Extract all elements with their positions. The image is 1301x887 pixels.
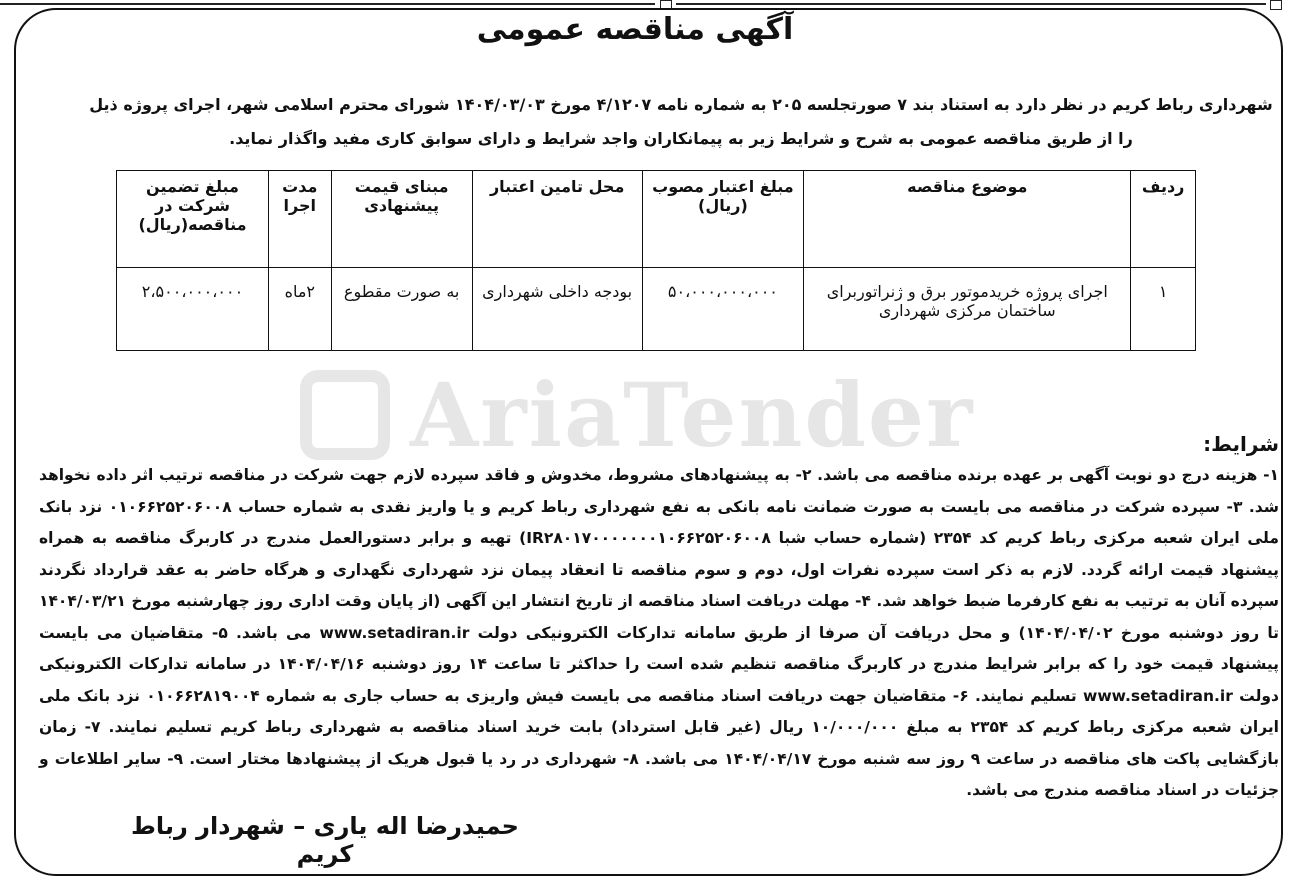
signature: حمیدرضا اله یاری – شهردار رباط کریم bbox=[131, 812, 519, 868]
tender-table bbox=[116, 170, 1196, 351]
header-row-number: ردیف bbox=[1131, 171, 1196, 268]
header-duration: مدت اجرا bbox=[269, 171, 332, 268]
notice-intro: شهرداری رباط کریم در نظر دارد به استناد بند ۷ صورتجلسه ۲۰۵ به شماره نامه ۴/۱۲۰۷ مورخ ۱۴۰۴/۰۳/۰۳ شورای محترم اسلامی شهر، اجرای پروژه ذیل را از طریق مناقصه عمومی به شرح و شرایط زیر به پیمانکاران واجد شرایط و دارای سوابق کاری مفید واگذار نماید. bbox=[89, 95, 1273, 148]
top-rule-right bbox=[676, 3, 1266, 5]
cell-duration: ۲ماه bbox=[269, 268, 332, 351]
conditions-heading: شرایط: bbox=[1203, 432, 1279, 456]
conditions-text: ۱- هزینه درج دو نوبت آگهی بر عهده برنده مناقصه می باشد. ۲- به پیشنهادهای مشروط، مخدوش و فاقد سپرده لازم جهت شرکت در مناقصه ترتیب اثر داده نخواهد شد. ۳- سپرده شرکت در مناقصه می بایست به صورت ضمانت نامه بانکی به نفع شهرداری رباط کریم و یا واریز نقدی به شماره حساب ۰۱۰۶۶۲۵۲۰۶۰۰۸ نزد بانک ملی ایران شعبه مرکزی رباط کریم کد ۲۳۵۴ (شماره حساب شبا IR۲۸۰۱۷۰۰۰۰۰۰۰۱۰۶۶۲۵۲۰۶۰۰۸) تهیه و برابر دستورالعمل مندرج در کاربرگ مناقصه به همراه پیشنهاد قیمت ارائه گردد. لازم به ذکر است سپرده نفرات اول، دوم و سوم مناقصه تا انعقاد پیمان نزد شهرداری نگهداری و هرگاه حاضر به عقد قرارداد نگردند سپرده آنان به ترتیب به نفع کارفرما ضبط خواهد شد. ۴- مهلت دریافت اسناد مناقصه از تاریخ انتشار این آگهی (از پایان وقت اداری روز چهارشنبه مورخ ۱۴۰۴/۰۳/۲۱ تا روز دوشنبه مورخ ۱۴۰۴/۰۴/۰۲) و محل دریافت آن صرفا از طریق سامانه تدارکات الکترونیکی دولت www.setadiran.ir می باشد. ۵- متقاضیان می بایست پیشنهاد قیمت خود را که برابر شرایط مندرج در کاربرگ مناقصه تنظیم شده است را حداکثر تا ساعت ۱۴ روز دوشنبه ۱۴۰۴/۰۴/۱۶ در سامانه تدارکات الکترونیکی دولت www.setadiran.ir تسلیم نمایند. ۶- متقاضیان جهت دریافت اسناد مناقصه می بایست فیش واریزی به حساب جاری به شماره ۰۱۰۶۶۲۸۱۹۰۰۴ نزد بانک ملی ایران شعبه مرکزی رباط کریم کد ۲۳۵۴ به مبلغ ۱۰/۰۰۰/۰۰۰ ریال (غیر قابل استرداد) بابت خرید اسناد مناقصه به شهرداری رباط کریم تسلیم نمایند. ۷- زمان بازگشایی پاکت های مناقصه در ساعت ۹ روز سه شنبه مورخ ۱۴۰۴/۰۴/۱۷ می باشد. ۸- شهرداری در رد یا قبول هریک از پیشنهادها مختار است. ۹- سایر اطلاعات و جزئیات در اسناد مناقصه مندرج می باشد. bbox=[39, 466, 1280, 799]
header-price-basis: مبنای قیمت پیشنهادی bbox=[331, 171, 472, 268]
header-subject: موضوع مناقصه bbox=[804, 171, 1131, 268]
cell-approved-budget: ۵۰،۰۰۰،۰۰۰،۰۰۰ bbox=[642, 268, 804, 351]
watermark-text: AriaTender bbox=[410, 363, 975, 467]
cell-subject: اجرای پروژه خریدموتور برق و ژنراتوربرای ساختمان مرکزی شهرداری bbox=[804, 268, 1131, 351]
top-rule-left bbox=[0, 3, 655, 5]
cell-funding-source: بودجه داخلی شهرداری bbox=[472, 268, 642, 351]
cell-row-number: ۱ bbox=[1131, 268, 1196, 351]
cell-guarantee: ۲،۵۰۰،۰۰۰،۰۰۰ bbox=[117, 268, 269, 351]
header-funding-source: محل تامین اعتبار bbox=[472, 171, 642, 268]
top-crop-mark-right bbox=[1270, 0, 1282, 10]
table-row bbox=[117, 268, 1196, 351]
table-header-row bbox=[117, 171, 1196, 268]
cell-price-basis: به صورت مقطوع bbox=[331, 268, 472, 351]
notice-title: آگهی مناقصه عمومی bbox=[476, 12, 794, 47]
header-guarantee: مبلغ تضمین شرکت در مناقصه(ریال) bbox=[117, 171, 269, 268]
header-approved-budget: مبلغ اعتبار مصوب (ریال) bbox=[642, 171, 804, 268]
